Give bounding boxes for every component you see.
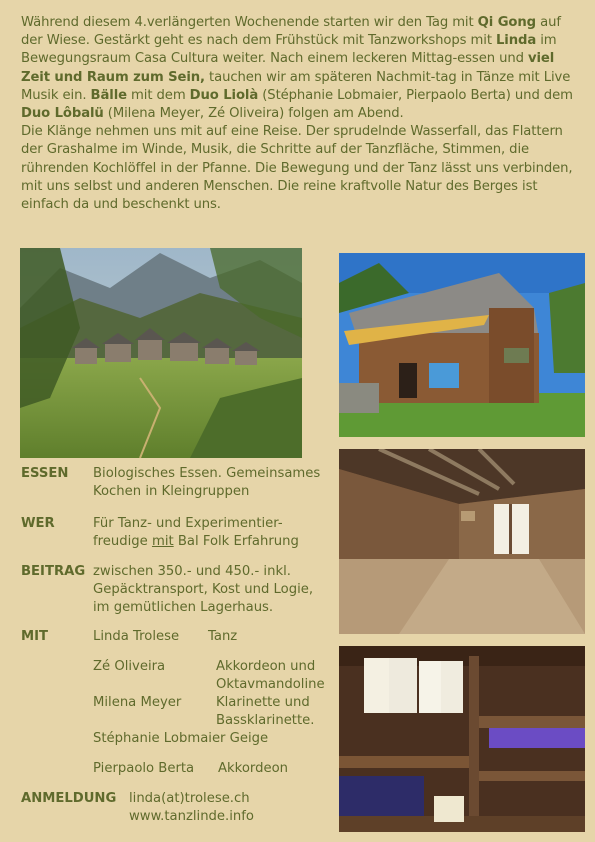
- intro-paragraph-2: Die Klänge nehmen uns mit auf eine Reise. Der sprudelnde Wasserfall, das Flattern der Grashalme im Winde, Musik, die Schritte auf der Tanzfläche, Stimmen, die rührenden Kochlöffel in der Pfanne. Die Bewegung und der Tanz lässt uns verbinden, mit uns selbst und anderen Menschen. Die reine kraftvolle Natur des Berges ist einfach da und beschenkt uns.: [21, 124, 573, 213]
- wer-label: WER: [21, 516, 55, 531]
- intro-highlight: viel Zeit und Raum zum Sein,: [21, 51, 555, 85]
- website-link[interactable]: www.tanzlinde.info: [129, 809, 254, 824]
- beitrag-label: BEITRAG: [21, 564, 86, 579]
- wooden-hut-photo: [339, 253, 585, 437]
- wer-text-2a: freudige: [93, 534, 152, 549]
- mit-label: MIT: [21, 629, 49, 644]
- intro-run: (Stéphanie Lobmaier, Pierpaolo Berta) und dem: [258, 87, 573, 103]
- beitrag-text-2: Gepäcktransport, Kost und Logie,: [93, 582, 314, 597]
- intro-highlight: Qi Gong: [477, 15, 537, 30]
- intro-highlight: Duo Lôbalü: [21, 106, 104, 122]
- intro-run: (Milena Meyer, Zé Oliveira) folgen am Abend.: [103, 106, 404, 122]
- intro-run: mit dem: [126, 87, 190, 103]
- beitrag-text-1: zwischen 350.- und 450.- inkl.: [93, 564, 291, 579]
- person-role: Akkordeon: [218, 761, 288, 776]
- intro-paragraph-1: [21, 14, 583, 123]
- essen-text-2: Kochen in Kleingruppen: [93, 484, 250, 499]
- intro-text: [21, 14, 583, 214]
- intro-run: Während diesem 4.verlängerten Wochenende starten wir den Tag mit: [21, 15, 478, 30]
- person-name: Zé Oliveira: [93, 659, 166, 674]
- essen-text-1: Biologisches Essen. Gemeinsames: [93, 466, 321, 481]
- email-link[interactable]: linda(at)trolese.ch: [129, 791, 250, 806]
- person-role: Akkordeon und: [216, 659, 316, 674]
- person-role: Klarinette und: [216, 695, 310, 710]
- beitrag-text-3: im gemütlichen Lagerhaus.: [93, 600, 274, 615]
- mountain-village-photo: [20, 248, 302, 458]
- intro-highlight: Duo Liolà: [189, 87, 259, 103]
- person-name: Stéphanie Lobmaier Geige: [93, 731, 269, 746]
- essen-label: ESSEN: [21, 466, 69, 481]
- wer-text-2: [93, 533, 299, 551]
- wer-text-2b: Bal Folk Erfahrung: [173, 534, 299, 549]
- person-name: Pierpaolo Berta: [93, 761, 195, 776]
- dance-hall-photo: [339, 449, 585, 634]
- intro-highlight: Linda: [495, 33, 537, 49]
- wer-text-2-underline: mit: [151, 534, 174, 549]
- intro-run: tauchen wir am späteren Nachmit-tag in Tänze mit Live Musik ein.: [21, 69, 571, 103]
- person-role: Oktavmandoline: [216, 677, 325, 692]
- wer-text-1: Für Tanz- und Experimentier-: [93, 516, 283, 531]
- intro-run: auf der Wiese. Gestärkt geht es nach dem Frühstück mit Tanzworkshops mit: [21, 15, 561, 49]
- intro-run: im Bewegungsraum Casa Cultura weiter. Nach einem leckeren Mittag-essen und: [21, 33, 557, 67]
- anmeldung-label: ANMELDUNG: [21, 791, 117, 806]
- person-role: Tanz: [208, 629, 238, 644]
- person-name: Milena Meyer: [93, 695, 182, 710]
- person-role: Bassklarinette.: [216, 713, 315, 728]
- person-name: Linda Trolese: [93, 629, 180, 644]
- bunk-room-photo: [339, 646, 585, 832]
- intro-highlight: Bälle: [90, 87, 127, 103]
